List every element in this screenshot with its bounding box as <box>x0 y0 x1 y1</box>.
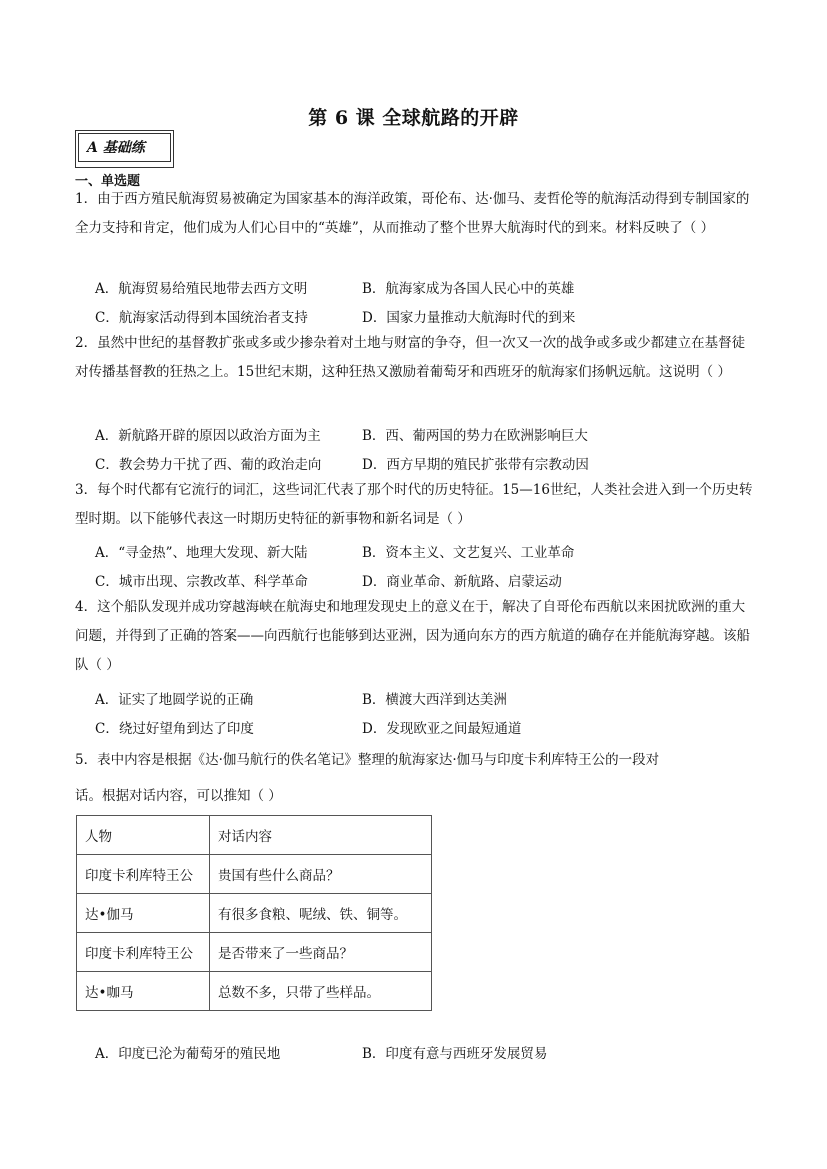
table-cell-speaker: 印度卡利库特王公 <box>77 933 210 972</box>
table-cell-speaker: 印度卡利库特王公 <box>77 855 210 894</box>
question-4-option-b[interactable]: B．横渡大西洋到达美洲 <box>362 692 507 708</box>
question-3-text: 3．每个时代都有它流行的词汇，这些词汇代表了那个时代的历史特征。15—16世纪，人类社会进入到一个历史转型时期。以下能够代表这一时期历史特征的新事物和新名词是（ ） <box>75 482 753 527</box>
question-3-option-b[interactable]: B．资本主义、文艺复兴、工业革命 <box>362 545 575 561</box>
question-2-option-a[interactable]: A．新航路开辟的原因以政治方面为主 <box>95 428 321 444</box>
question-3-option-c[interactable]: C．城市出现、宗教改革、科学革命 <box>95 574 308 590</box>
question-2-option-b[interactable]: B．西、葡两国的势力在欧洲影响巨大 <box>362 428 588 444</box>
question-2-option-d[interactable]: D．西方早期的殖民扩张带有宗教动因 <box>362 457 589 473</box>
question-2-option-c[interactable]: C．教会势力干扰了西、葡的政治走向 <box>95 457 322 473</box>
table-cell-speaker: 达•咖马 <box>77 972 210 1011</box>
table-row <box>77 972 432 1011</box>
table-row <box>77 894 432 933</box>
question-5-text-line-2: 话。根据对话内容，可以推知（ ） <box>75 788 282 804</box>
question-5-option-b[interactable]: B．印度有意与西班牙发展贸易 <box>362 1046 548 1062</box>
question-2-text: 2．虽然中世纪的基督教扩张或多或少掺杂着对土地与财富的争夺，但一次又一次的战争或多或少都建立在基督徒对传播基督教的狂热之上。15世纪末期，这种狂热又激励着葡萄牙和西班牙的航海家们扬帆远航。这说明（ ） <box>75 335 746 380</box>
table-header-cell: 对话内容 <box>210 816 432 855</box>
page-title: 第 6 课 全球航路的开辟 <box>308 107 519 129</box>
table-cell-content: 是否带来了一些商品？ <box>210 933 432 972</box>
level-badge-label: A 基础练 <box>78 133 171 162</box>
table-cell-content: 总数不多，只带了些样品。 <box>210 972 432 1011</box>
question-5-text-line-1: 5．表中内容是根据《达·伽马航行的佚名笔记》整理的航海家达·伽马与印度卡利库特王公的一段对 <box>75 752 660 768</box>
table-cell-speaker: 达•伽马 <box>77 894 210 933</box>
question-4-option-c[interactable]: C．绕过好望角到达了印度 <box>95 721 254 737</box>
question-1-option-a[interactable]: A．航海贸易给殖民地带去西方文明 <box>95 281 308 297</box>
table-header-cell: 人物 <box>77 816 210 855</box>
question-1-option-d[interactable]: D．国家力量推动大航海时代的到来 <box>362 310 576 326</box>
question-5-option-a[interactable]: A．印度已沦为葡萄牙的殖民地 <box>95 1046 281 1062</box>
question-4-option-d[interactable]: D．发现欧亚之间最短通道 <box>362 721 522 737</box>
table-row <box>77 933 432 972</box>
question-4-text: 4．这个船队发现并成功穿越海峡在航海史和地理发现史上的意义在于，解决了自哥伦布西航以来困扰欧洲的重大问题，并得到了正确的答案——向西航行也能够到达亚洲，因为通向东方的西方航道的确存在并能航海穿越。该船队（ ） <box>75 599 750 673</box>
question-1-option-b[interactable]: B．航海家成为各国人民心中的英雄 <box>362 281 575 297</box>
question-3-option-a[interactable]: A．“寻金热”、地理大发现、新大陆 <box>95 545 308 561</box>
table-cell-content: 有很多食粮、呢绒、铁、铜等。 <box>210 894 432 933</box>
table-header-row <box>77 816 432 855</box>
table-cell-content: 贵国有些什么商品？ <box>210 855 432 894</box>
question-1-text: 1．由于西方殖民航海贸易被确定为国家基本的海洋政策，哥伦布、达·伽马、麦哲伦等的航海活动得到专制国家的全力支持和肯定，他们成为人们心目中的“英雄”，从而推动了整个世界大航海时代的到来。材料反映了（ ） <box>75 191 750 236</box>
table-row <box>77 855 432 894</box>
question-4-option-a[interactable]: A．证实了地圆学说的正确 <box>95 692 254 708</box>
section-heading: 一、单选题 <box>75 174 141 189</box>
level-badge <box>75 130 174 168</box>
dialogue-table <box>76 815 432 1011</box>
question-1-option-c[interactable]: C．航海家活动得到本国统治者支持 <box>95 310 308 326</box>
question-3-option-d[interactable]: D．商业革命、新航路、启蒙运动 <box>362 574 562 590</box>
